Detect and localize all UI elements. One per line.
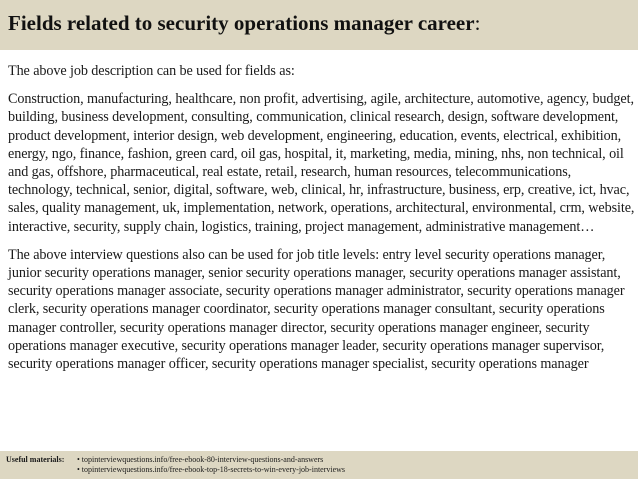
page-title-text: Fields related to security operations manager career <box>8 11 475 35</box>
intro-paragraph: The above job description can be used for fields as: <box>8 63 295 79</box>
footer-row-2 <box>6 465 345 475</box>
page-title <box>8 11 480 36</box>
title-bar <box>0 0 638 50</box>
footer-row-1 <box>6 455 345 465</box>
content-body <box>8 62 636 373</box>
footer-link-1[interactable]: • topinterviewquestions.info/free-ebook-80-interview-questions-and-answers <box>77 455 324 464</box>
levels-paragraph: The above interview questions also can be used for job title levels: entry level security operations manager, junior security operations manager, senior security operations manager, security operations manager assistant, security operations manager associate, security operations manager administrator, security operations manager clerk, security operations manager coordinator, security operations manager consultant, security operations manager controller, security operations manager director, security operations manager engineer, security operations manager executive, security operations manager leader, security operations manager supervisor, security operations manager officer, security operations manager specialist, security operations manager <box>8 246 625 373</box>
footer-label: Useful materials: <box>6 455 65 464</box>
fields-paragraph: Construction, manufacturing, healthcare, non profit, advertising, agile, architecture, automotive, agency, budget, building, business development, consulting, communication, clinical research, design, software development, product development, interior design, web development, engineering, education, events, electrical, exhibition, energy, ngo, finance, fashion, green card, oil gas, hospital, it, marketing, media, mining, nhs, non technical, oil and gas, offshore, pharmaceutical, real estate, retail, research, human resources, telecommunications, technology, technical, senior, digital, software, web, clinical, hr, infrastructure, business, erp, creative, ict, hvac, sales, quality management, uk, implementation, network, operations, architectural, environmental, crm, website, interactive, security, supply chain, logistics, training, project management, administrative management… <box>8 91 635 235</box>
footer-bar <box>0 451 638 479</box>
page-title-colon: : <box>474 11 481 35</box>
footer-link-2[interactable]: • topinterviewquestions.info/free-ebook-top-18-secrets-to-win-every-job-interviews <box>77 465 346 474</box>
footer-content <box>6 455 345 475</box>
